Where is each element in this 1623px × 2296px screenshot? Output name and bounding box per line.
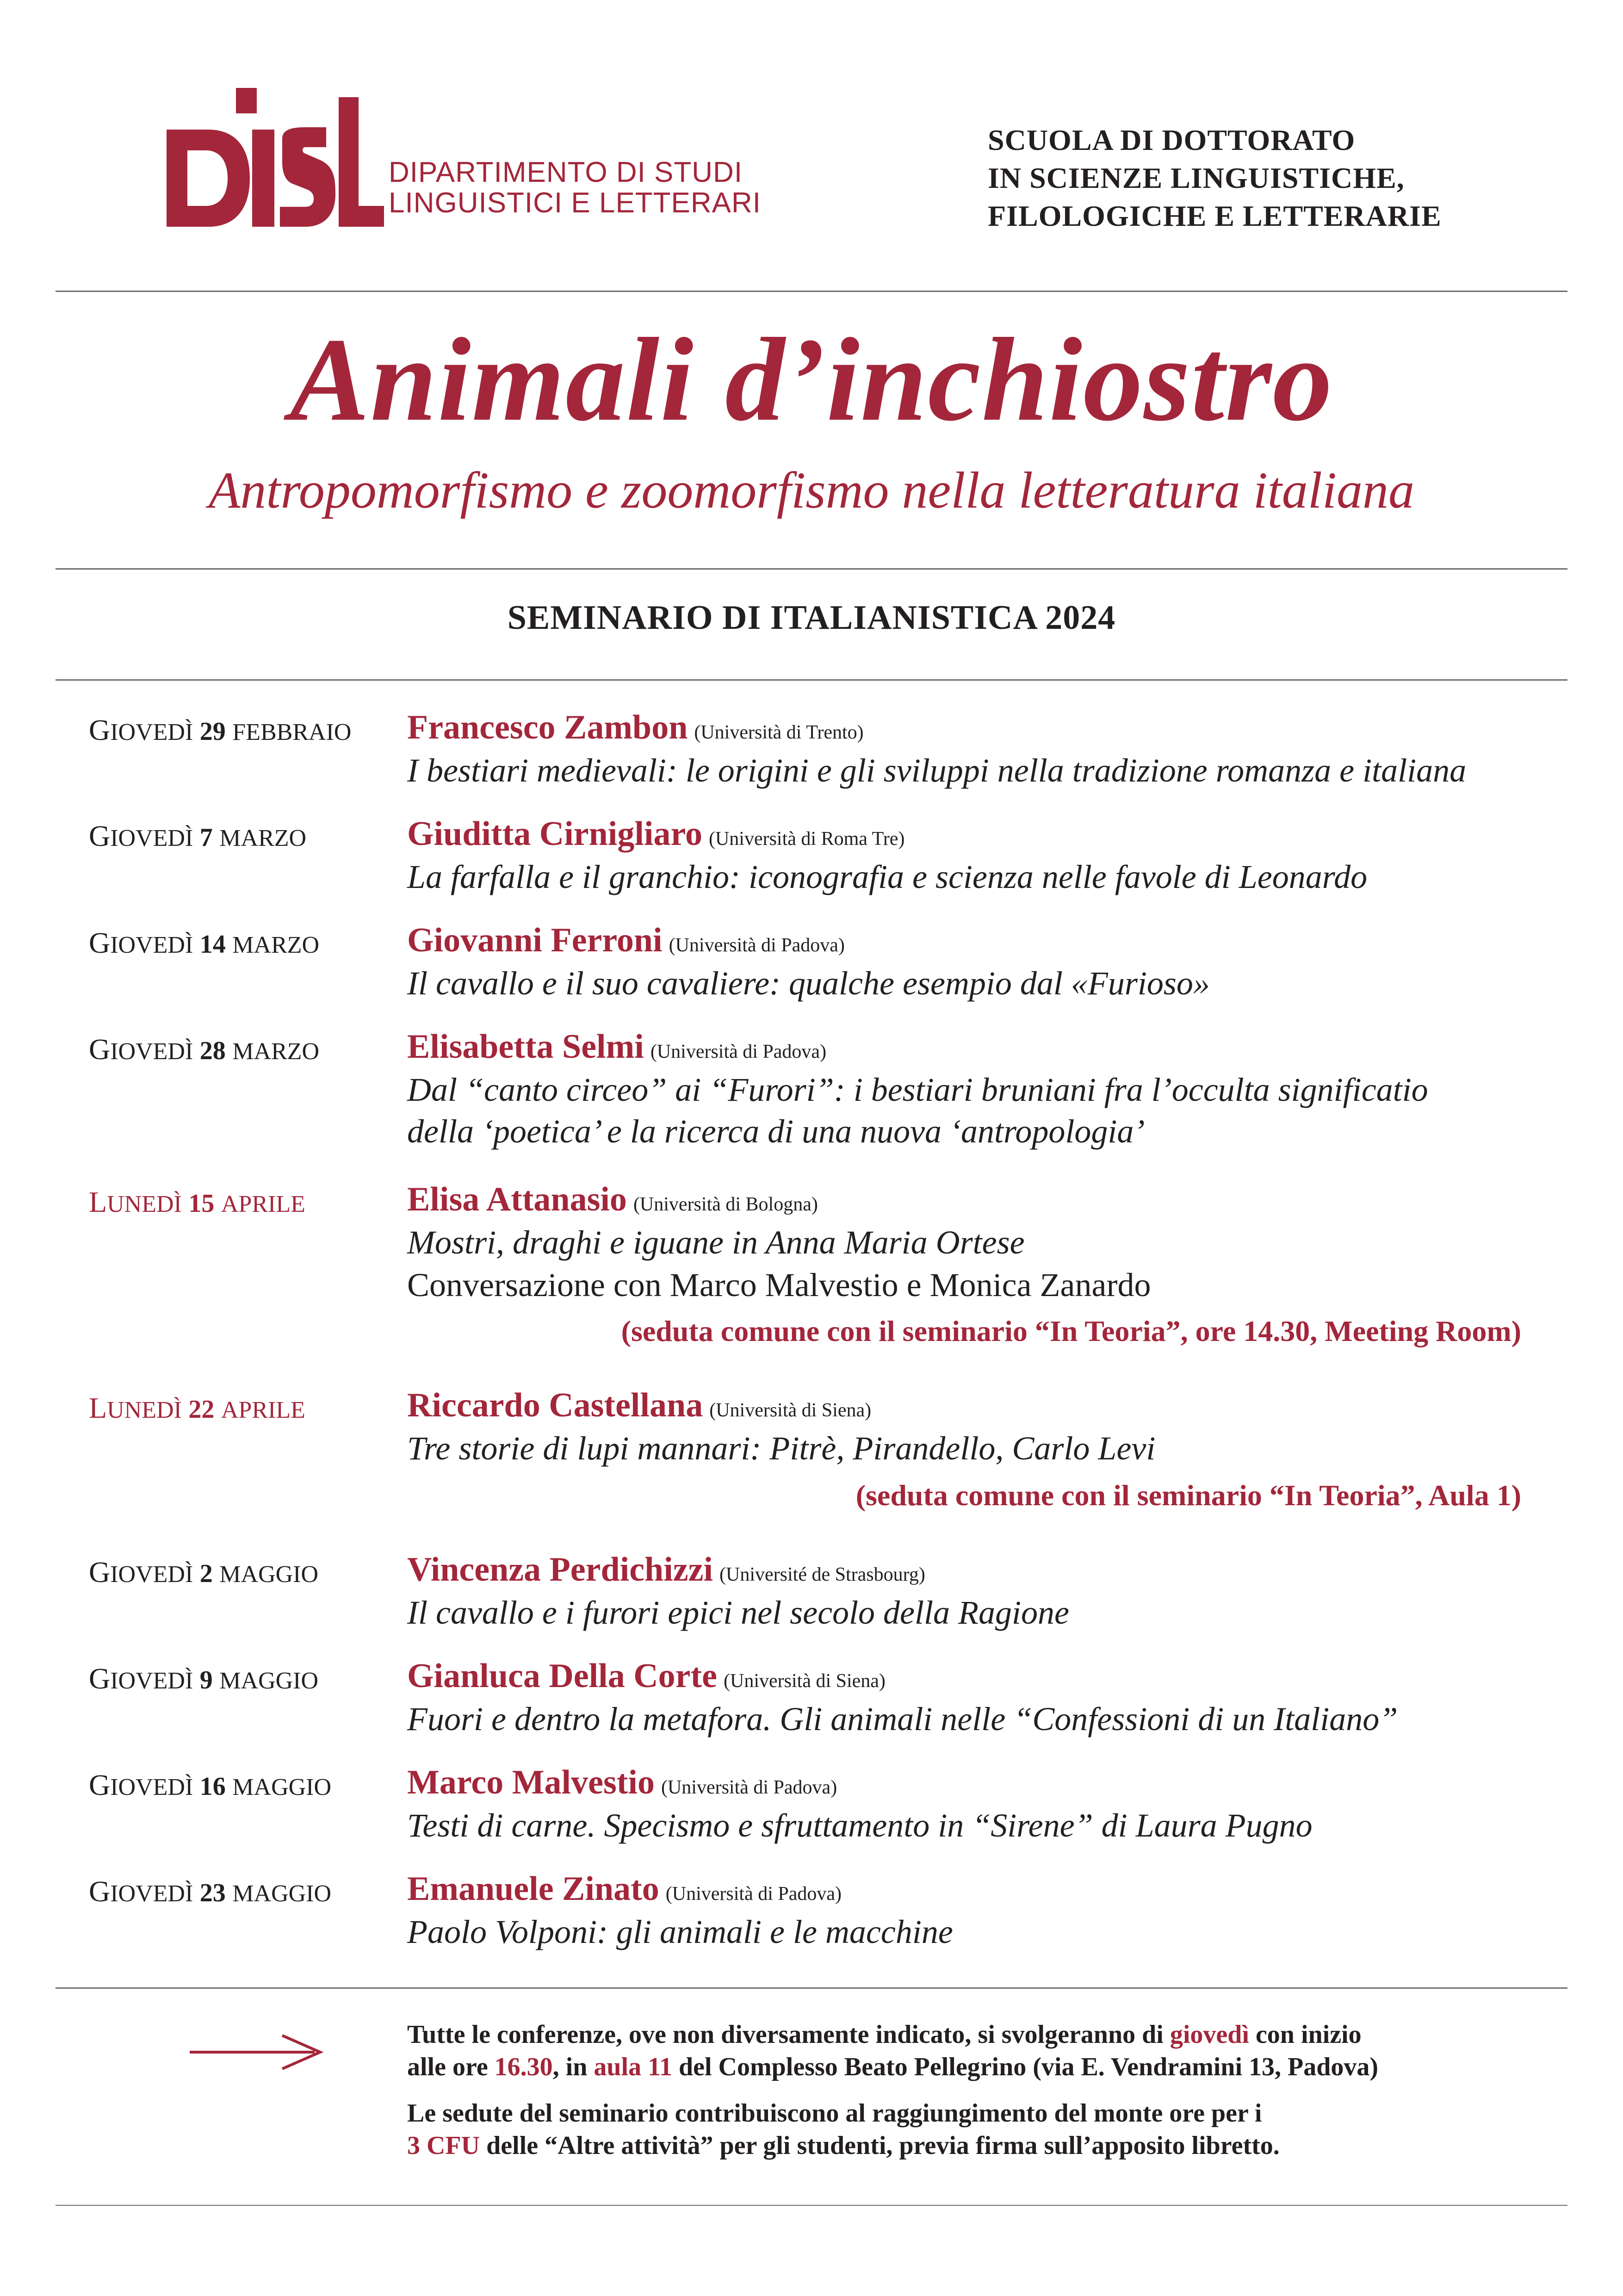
disll-logo-mark xyxy=(167,88,384,227)
event-speaker xyxy=(407,1027,826,1066)
event-speaker xyxy=(407,1180,818,1219)
speaker-affiliation: (Università di Padova) xyxy=(665,1883,842,1905)
talk-title: Fuori e dentro la metafora. Gli animali nelle “Confessioni di un Italiano” xyxy=(407,1700,1398,1738)
joint-session-note: (seduta comune con il seminario “In Teoria”, Aula 1) xyxy=(855,1479,1521,1512)
event-speaker xyxy=(407,1386,871,1425)
event-date: GIOVEDÌ 7 MARZO xyxy=(89,819,307,852)
speaker-affiliation: (Università di Padova) xyxy=(650,1041,827,1062)
school-line3: FILOLOGICHE E LETTERARIE xyxy=(988,199,1442,232)
venue-info-line1: Tutte le conferenze, ove non diversamente indicato, si svolgeranno di giovedì con inizio xyxy=(407,2020,1362,2049)
poster-subtitle: Antropomorfismo e zoomorfismo nella letteratura italiana xyxy=(208,462,1415,519)
event-date: LUNEDÌ 15 APRILE xyxy=(89,1185,305,1218)
talk-title: Mostri, draghi e iguane in Anna Maria Ortese xyxy=(407,1224,1025,1261)
event-speaker xyxy=(407,1657,886,1695)
event-date: GIOVEDÌ 23 MAGGIO xyxy=(89,1875,332,1908)
department-name-line2: LINGUISTICI E LETTERARI xyxy=(389,187,762,219)
speaker-affiliation: (Università di Padova) xyxy=(669,935,845,956)
seminar-heading: SEMINARIO DI ITALIANISTICA 2024 xyxy=(507,599,1116,637)
talk-title-continued: della ‘poetica’ e la ricerca di una nuova ‘antropologia’ xyxy=(407,1113,1145,1150)
speaker-name: Vincenza Perdichizzi xyxy=(407,1551,713,1589)
divider xyxy=(56,679,1567,681)
event-date: LUNEDÌ 22 APRILE xyxy=(89,1391,305,1424)
event-date: GIOVEDÌ 29 FEBBRAIO xyxy=(89,714,352,746)
event-date: GIOVEDÌ 2 MAGGIO xyxy=(89,1556,319,1589)
event-speaker xyxy=(407,921,845,960)
event-date: GIOVEDÌ 9 MAGGIO xyxy=(89,1662,319,1695)
poster-title: Animali d’inchiostro xyxy=(290,313,1333,446)
talk-title: Il cavallo e il suo cavaliere: qualche esempio dal «Furioso» xyxy=(407,965,1210,1002)
speaker-affiliation: (Università di Trento) xyxy=(694,722,864,743)
event-date: GIOVEDÌ 16 MAGGIO xyxy=(89,1769,332,1801)
event-date: GIOVEDÌ 14 MARZO xyxy=(89,926,320,959)
credits-info-line2: 3 CFU delle “Altre attività” per gli studenti, previa firma sull’apposito libretto. xyxy=(407,2131,1280,2160)
talk-title: Testi di carne. Specismo e sfruttamento in “Sirene” di Laura Pugno xyxy=(407,1807,1313,1844)
speaker-affiliation: (Università di Siena) xyxy=(724,1670,886,1692)
department-name xyxy=(389,157,761,218)
credits-info-line1: Le sedute del seminario contribuiscono al raggiungimento del monte ore per i xyxy=(407,2099,1262,2128)
talk-title: La farfalla e il granchio: iconografia e scienza nelle favole di Leonardo xyxy=(407,858,1368,895)
venue-info-line2: alle ore 16.30, in aula 11 del Complesso Beato Pellegrino (via E. Vendramini 13, Padova) xyxy=(407,2053,1378,2081)
talk-title: Tre storie di lupi mannari: Pitrè, Pirandello, Carlo Levi xyxy=(407,1430,1156,1467)
disll-logo xyxy=(167,88,384,227)
talk-title: Dal “canto circeo” ai “Furori”: i bestiari bruniani fra l’occulta significatio xyxy=(407,1071,1428,1108)
speaker-name: Elisabetta Selmi xyxy=(407,1028,644,1066)
event-speaker xyxy=(407,1869,842,1908)
speaker-name: Elisa Attanasio xyxy=(407,1180,627,1218)
speaker-name: Marco Malvestio xyxy=(407,1763,655,1801)
event-speaker xyxy=(407,814,904,853)
event-date: GIOVEDÌ 28 MARZO xyxy=(89,1033,320,1066)
speaker-name: Riccardo Castellana xyxy=(407,1386,703,1424)
speaker-affiliation: (Université de Strasbourg) xyxy=(719,1564,925,1585)
speaker-name: Giuditta Cirnigliaro xyxy=(407,815,702,853)
divider xyxy=(56,2205,1567,2206)
speaker-affiliation: (Università di Padova) xyxy=(661,1777,837,1798)
talk-title: I bestiari medievali: le origini e gli sviluppi nella tradizione romanza e italiana xyxy=(407,752,1467,789)
event-speaker xyxy=(407,1763,837,1802)
school-line1: SCUOLA DI DOTTORATO xyxy=(988,124,1356,156)
divider xyxy=(56,568,1567,570)
divider xyxy=(56,1987,1567,1989)
doctoral-school-name xyxy=(988,121,1442,235)
school-line2: IN SCIENZE LINGUISTICHE, xyxy=(988,161,1405,194)
speaker-affiliation: (Università di Bologna) xyxy=(633,1194,818,1215)
event-speaker xyxy=(407,708,864,747)
talk-title: Paolo Volponi: gli animali e le macchine xyxy=(407,1913,953,1950)
talk-extra: Conversazione con Marco Malvestio e Monica Zanardo xyxy=(407,1266,1151,1303)
speaker-affiliation: (Università di Roma Tre) xyxy=(708,828,905,850)
speaker-affiliation: (Università di Siena) xyxy=(709,1400,872,1421)
joint-session-note: (seduta comune con il seminario “In Teoria”, ore 14.30, Meeting Room) xyxy=(621,1315,1521,1347)
event-speaker xyxy=(407,1550,925,1589)
speaker-name: Giovanni Ferroni xyxy=(407,921,663,959)
speaker-name: Francesco Zambon xyxy=(407,708,688,746)
speaker-name: Emanuele Zinato xyxy=(407,1870,659,1908)
talk-title: Il cavallo e i furori epici nel secolo della Ragione xyxy=(407,1594,1069,1631)
speaker-name: Gianluca Della Corte xyxy=(407,1657,718,1695)
arrow-right-icon xyxy=(190,2034,324,2073)
department-name-line1: DIPARTIMENTO DI STUDI xyxy=(389,156,743,188)
divider xyxy=(56,291,1567,292)
